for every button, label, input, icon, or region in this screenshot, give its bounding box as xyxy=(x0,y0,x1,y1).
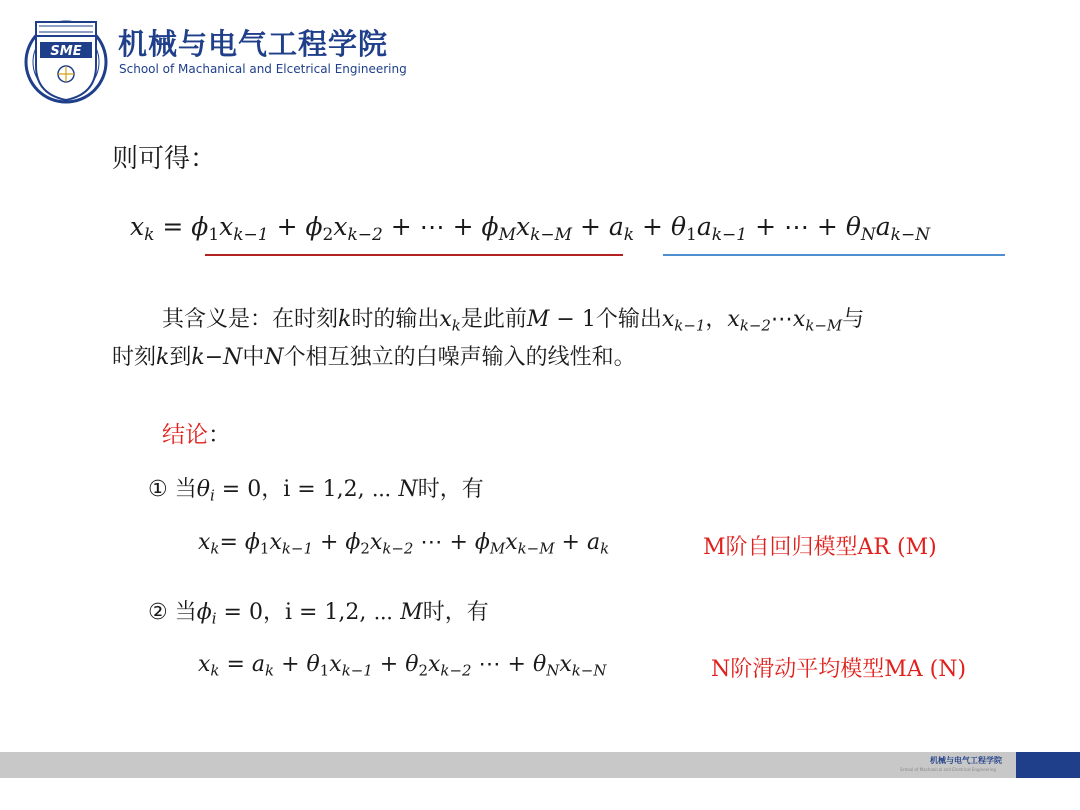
case-1-condition: ① 当$\theta_i = 0$，i = 1,2, ⋯ N时，有 xyxy=(148,477,484,505)
footer-school-name-en: School of Machanical and Elcetrical Engineering xyxy=(900,767,996,772)
footer-bar xyxy=(0,752,1080,778)
intro-text: 则可得： xyxy=(112,144,217,174)
footer-school-name-cn: 机械与电气工程学院 xyxy=(930,756,1002,765)
school-name-cn: 机械与电气工程学院 xyxy=(118,27,389,61)
ar-model-equation: $x_k= \phi_1x_{k-1} + \phi_2x_{k-2}$ ⋯ + $\phi_Mx_{k-M} + a_k$ xyxy=(198,530,610,558)
ma-model-label: N阶滑动平均模型MA (N) xyxy=(711,657,967,682)
ma-part-underline xyxy=(663,254,1005,256)
school-logo xyxy=(22,14,110,106)
logo-badge-text: SME xyxy=(50,44,82,59)
school-name-en: School of Machanical and Elcetrical Engineering xyxy=(119,62,407,76)
case-2-condition: ② 当$\phi_i = 0$，i = 1,2, ⋯ M时，有 xyxy=(148,600,489,628)
ma-model-equation: $x_k = a_k + \theta_1x_{k-1} + \theta_2x_{k-2}$ ⋯ + $\theta_Nx_{k-N}$ xyxy=(198,652,607,680)
ar-part-underline xyxy=(205,254,623,256)
explanation-line-1: 其含义是：在时刻k时的输出$x_k$是此前M − 1个输出$x_{k-1}$，$x_{k-2}\cdots x_{k-M}$与 xyxy=(162,307,865,335)
main-equation: $x_k = \phi_1x_{k-1} + \phi_2x_{k-2}$ + ⋯ + $\phi_Mx_{k-M} + a_k + \theta_1a_{k-1}$ + ⋯ + $\theta_Na_{k-N}$ xyxy=(130,212,931,246)
ar-model-label: M阶自回归模型AR (M) xyxy=(703,535,937,560)
footer-accent-block xyxy=(1016,752,1080,778)
explanation-line-2: 时刻k到k−N中N个相互独立的白噪声输入的线性和。 xyxy=(112,345,636,370)
conclusion-heading: 结论： xyxy=(162,422,231,448)
